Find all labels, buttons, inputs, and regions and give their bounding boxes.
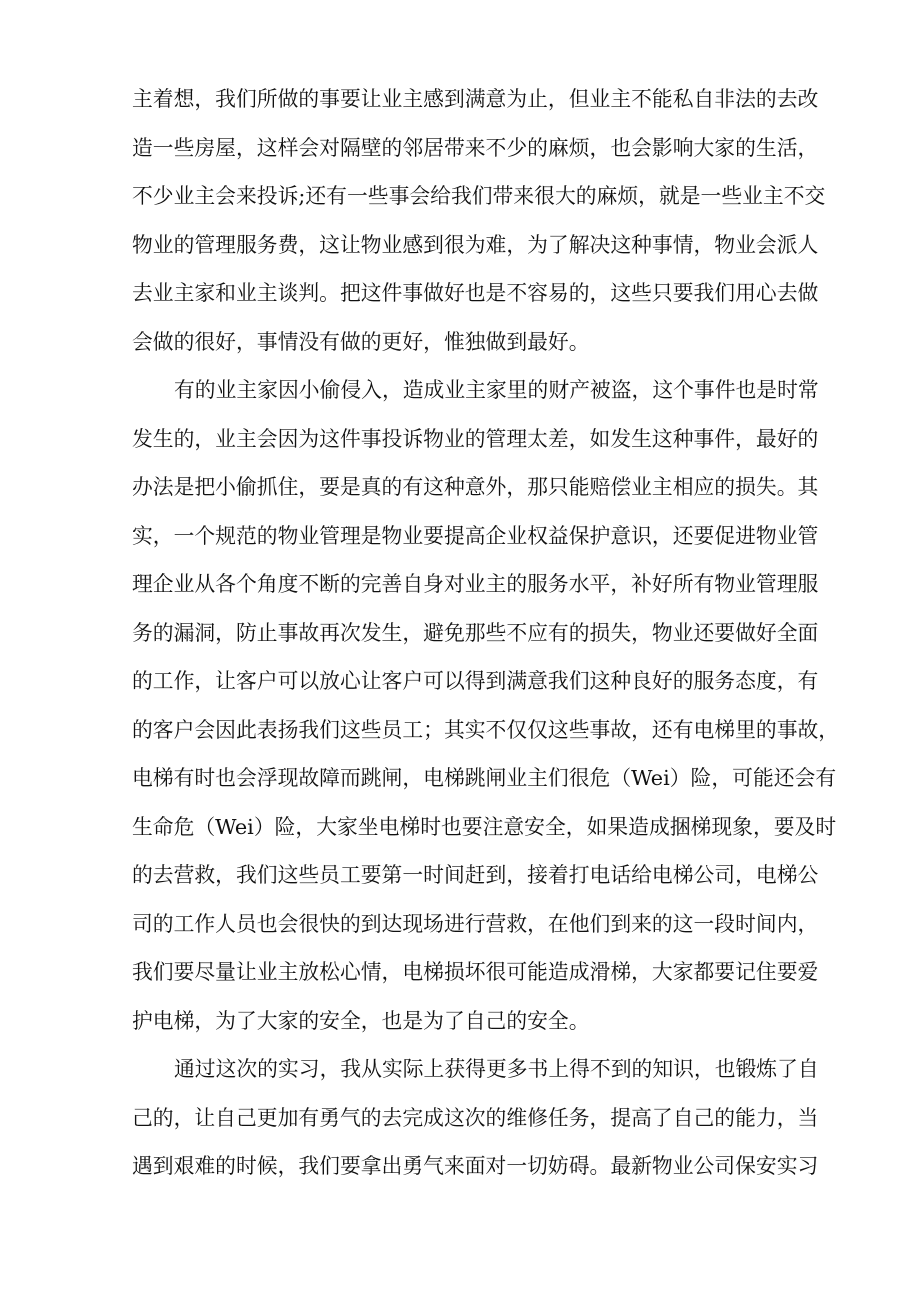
text-line: 通过这次的实习，我从实际上获得更多书上得不到的知识，也锻炼了自 — [174, 1057, 819, 1081]
text-line: 的工作，让客户可以放心让客户可以得到满意我们这种良好的服务态度，有 — [132, 669, 819, 693]
text-line: 造一些房屋，这样会对隔壁的邻居带来不少的麻烦，也会影响大家的生活， — [132, 135, 819, 160]
text-line: 务的漏洞，防止事故再次发生，避免那些不应有的损失，物业还要做好全面 — [132, 620, 819, 645]
text-line: 物业的管理服务费，这让物业感到很为难，为了解决这种事情，物业会派人 — [132, 232, 819, 257]
text-line: 遇到艰难的时候，我们要拿出勇气来面对一切妨碍。最新物业公司保安实习 — [132, 1154, 819, 1178]
text-line: 发生的，业主会因为这件事投诉物业的管理太差，如发生这种事件，最好的 — [132, 426, 819, 451]
text-line: 我们要尽量让业主放松心情，电梯损坏很可能造成滑梯，大家都要记住要爱 — [132, 960, 819, 984]
text-line: 实，一个规范的物业管理是物业要提高企业权益保护意识，还要促进物业管 — [132, 523, 819, 548]
text-line: 有的业主家因小偷侵入，造成业主家里的财产被盗，这个事件也是时常 — [174, 378, 819, 402]
text-line: 护电梯，为了大家的安全，也是为了自己的安全。 — [132, 1008, 590, 1033]
text-line: 主着想，我们所做的事要让业主感到满意为止，但业主不能私自非法的去改 — [132, 87, 819, 111]
text-line: 理企业从各个角度不断的完善自身对业主的服务水平，补好所有物业管理服 — [132, 572, 819, 596]
text-line: 会做的很好，事情没有做的更好，惟独做到最好。 — [132, 329, 590, 354]
text-line: 司的工作人员也会很快的到达现场进行营救，在他们到来的这一段时间内， — [132, 911, 819, 936]
text-line: 办法是把小偷抓住，要是真的有这种意外，那只能赔偿业主相应的损失。其 — [132, 475, 819, 499]
text-line: 己的，让自己更加有勇气的去完成这次的维修任务，提高了自己的能力，当 — [132, 1105, 819, 1130]
text-line: 去业主家和业主谈判。把这件事做好也是不容易的，这些只要我们用心去做 — [132, 281, 819, 305]
text-line: 的客户会因此表扬我们这些员工；其实不仅仅这些事故，还有电梯里的事故， — [132, 717, 840, 742]
text-line: 生命危（Wei）险，大家坐电梯时也要注意安全，如果造成捆梯现象，要及时 — [132, 814, 837, 839]
text-line: 的去营救，我们这些员工要第一时间赶到，接着打电话给电梯公司，电梯公 — [132, 863, 819, 887]
text-line: 电梯有时也会浮现故障而跳闸，电梯跳闸业主们很危（Wei）险，可能还会有 — [132, 766, 837, 790]
text-line: 不少业主会来投诉;还有一些事会给我们带来很大的麻烦，就是一些业主不交 — [132, 184, 826, 208]
